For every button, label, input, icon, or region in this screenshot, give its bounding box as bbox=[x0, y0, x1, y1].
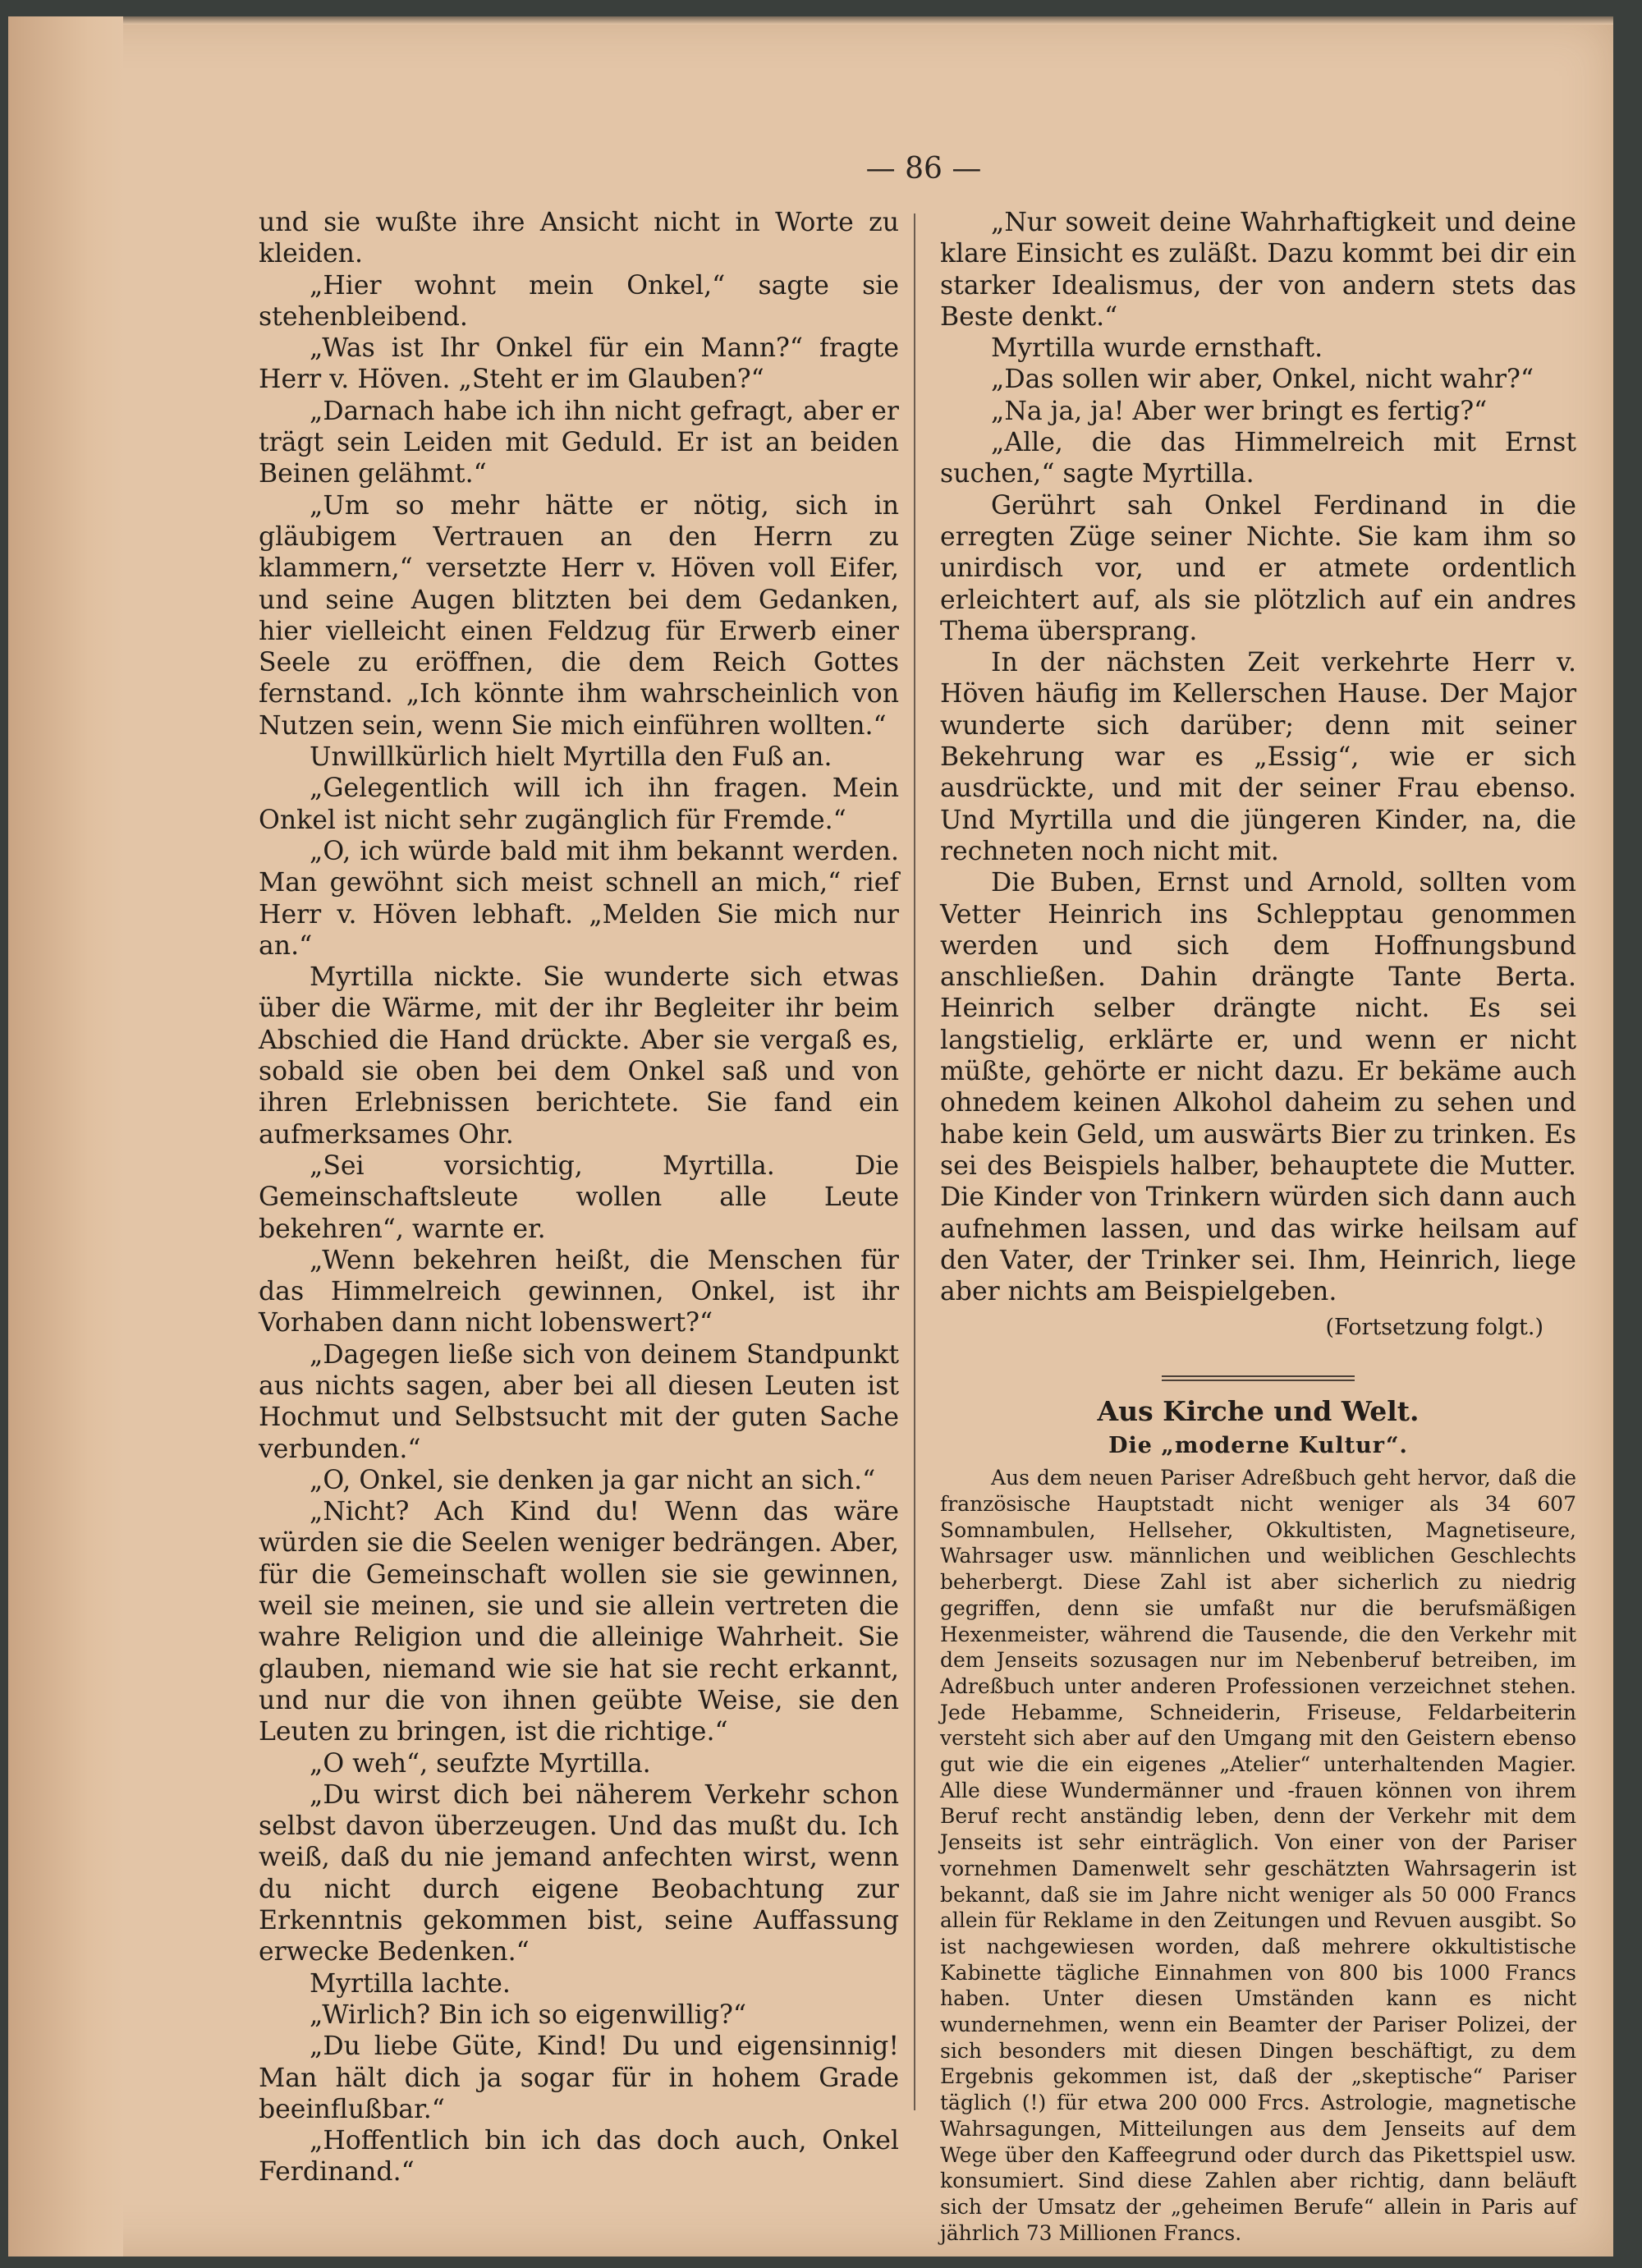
left-column bbox=[259, 207, 899, 2188]
section-divider bbox=[1162, 1375, 1355, 1381]
paragraph: „Um so mehr hätte er nötig, sich in gläubigem Vertrauen an den Herrn zu klammern,“ versetzte Herr v. Höven voll Eifer, und seine Augen blitzten bei dem Gedanken, hier vielleicht einen Feldzug für Erwerb einer Seele zu eröffnen, die dem Reich Gottes fernstand. „Ich könnte ihm wahrscheinlich von Nutzen sein, wenn Sie mich einführen wollten.“ bbox=[259, 490, 899, 741]
paragraph: „Nur soweit deine Wahrhaftigkeit und deine klare Einsicht es zuläßt. Dazu kommt bei dir ein starker Idealismus, der von andern stets das Beste denkt.“ bbox=[940, 208, 1576, 332]
paragraph: „Was ist Ihr Onkel für ein Mann?“ fragte Herr v. Höven. „Steht er im Glauben?“ bbox=[259, 333, 899, 395]
paragraph: „O, ich würde bald mit ihm bekannt werden. Man gewöhnt sich meist schnell an mich,“ rief Herr v. Höven lebhaft. „Melden Sie mich nur an.“ bbox=[259, 836, 899, 961]
paragraph: „Na ja, ja! Aber wer bringt es fertig?“ bbox=[991, 396, 1488, 426]
paragraph: „Du wirst dich bei näherem Verkehr schon selbst davon überzeugen. Und das mußt du. Ich weiß, daß du nie jemand anfechten wirst, wenn du nicht durch eigene Beobachtung zur Erkenntnis gekommen bist, seine Auffassung erwecke Bedenken.“ bbox=[259, 1779, 899, 1967]
paragraph: „Wirlich? Bin ich so eigenwillig?“ bbox=[310, 1999, 747, 2030]
page-number: — 86 — bbox=[865, 152, 982, 186]
paragraph: „Gelegentlich will ich ihn fragen. Mein Onkel ist nicht sehr zugänglich für Fremde.“ bbox=[259, 774, 899, 835]
paragraph: „Wenn bekehren heißt, die Menschen für das Himmelreich gewinnen, Onkel, ist ihr Vorhaben dann nicht lobenswert?“ bbox=[259, 1245, 899, 1338]
paragraph: Myrtilla wurde ernsthaft. bbox=[991, 333, 1323, 364]
paragraph: „O weh“, seufzte Myrtilla. bbox=[310, 1748, 651, 1779]
paragraph: „Hoffentlich bin ich das doch auch, Onkel Ferdinand.“ bbox=[259, 2126, 899, 2188]
page-top-edge bbox=[8, 16, 1613, 25]
paragraph: Myrtilla nickte. Sie wunderte sich etwas über die Wärme, mit der ihr Begleiter ihr beim Abschied die Hand drückte. Aber sie vergaß es, sobald sie oben bei dem Onkel saß und von ihren Erlebnissen berichtete. Sie fand ein aufmerksames Ohr. bbox=[259, 962, 899, 1150]
paragraph: Die Buben, Ernst und Arnold, sollten vom Vetter Heinrich ins Schlepptau genommen werden und sich dem Hoffnungsbund anschließen. Dahin drängte Tante Berta. Heinrich selber drängte nicht. Es sei langstielig, erklärte er, und wenn er nicht müßte, gehörte er nicht dazu. Er bekäme auch ohnedem keinen Alkohol daheim zu sehen und habe kein Geld, um auswärts Bier zu trinken. Es sei des Beispiels halber, behauptete die Mutter. Die Kinder von Trinkern würden sich dann auch aufnehmen lassen, und das wirke heilsam auf den Vater, der Trinker sei. Ihm, Heinrich, liege aber nichts am Beispielgeben. bbox=[940, 868, 1576, 1307]
continuation-note: (Fortsetzung folgt.) bbox=[1325, 1315, 1543, 1341]
paragraph: „Alle, die das Himmelreich mit Ernst suchen,“ sagte Myrtilla. bbox=[940, 428, 1576, 489]
paragraph: und sie wußte ihre Ansicht nicht in Worte zu kleiden. bbox=[259, 208, 899, 269]
book-page bbox=[8, 16, 1613, 2257]
paragraph: In der nächsten Zeit verkehrte Herr v. Höven häufig im Kellerschen Hause. Der Major wunderte sich darüber; denn mit seiner Bekehrung war es „Essig“, wie er sich ausdrückte, und mit der seiner Frau ebenso. Und Myrtilla und die jüngeren Kinder, na, die rechneten noch nicht mit. bbox=[940, 648, 1576, 866]
paragraph: „Das sollen wir aber, Onkel, nicht wahr?“ bbox=[991, 365, 1534, 395]
article-text: Aus dem neuen Pariser Adreßbuch geht hervor, daß die französische Hauptstadt nicht weniger als 34 607 Somnambulen, Hellseher, Okkultisten, Magnetiseure, Wahrsager usw. männlichen und weiblichen Geschlechts beherbergt. Diese Zahl ist aber sicherlich zu niedrig gegriffen, denn sie umfaßt nur die berufsmäßigen Hexenmeister, während die Tausende, die den Verkehr mit dem Jenseits sozusagen nur im Nebenberuf betreiben, im Adreßbuch unter anderen Professionen verzeichnet stehen. Jede Hebamme, Schneiderin, Friseuse, Feldarbeiterin versteht sich aber auf den Umgang mit den Geistern ebenso gut wie die ein eigenes „Atelier“ unterhaltenden Magier. Alle diese Wundermänner und -frauen können von ihrem Beruf recht anständig leben, denn der Verkehr mit dem Jenseits ist sehr einträglich. Von einer von der Pariser vornehmen Damenwelt sehr geschätzten Wahrsagerin ist bekannt, daß sie im Jahre nicht weniger als 50 000 Francs allein für Reklame in den Zeitungen und Revuen ausgibt. So ist nachgewiesen worden, daß mehrere okkultistische Kabinette tägliche Einnahmen von 800 bis 1000 Francs haben. Unter diesen Umständen kann es nicht wundernehmen, wenn ein Beamter der Pariser Polizei, der sich besonders mit diesen Dingen beschäftigt, zu dem Ergebnis gekommen ist, daß der „skeptische“ Pariser täglich (!) für etwa 200 000 Frcs. Astrologie, magnetische Wahrsagungen, Mitteilungen aus dem Jenseits auf dem Wege über den Kaffeegrund oder durch das Pikettspiel usw. konsumiert. Sind diese Zahlen aber richtig, dann beläuft sich der Umsatz der „geheimen Berufe“ allein in Paris auf jährlich 73 Millionen Francs. bbox=[940, 1466, 1576, 2245]
paragraph: Gerührt sah Onkel Ferdinand in die erregten Züge seiner Nichte. Sie kam ihm so unirdisch vor, und er atmete ordentlich erleichtert auf, als sie plötzlich auf ein andres Thema übersprang. bbox=[940, 490, 1576, 646]
paragraph: Myrtilla lachte. bbox=[310, 1968, 511, 1999]
column-divider bbox=[914, 213, 915, 2110]
paragraph: „O, Onkel, sie denken ja gar nicht an sich.“ bbox=[310, 1465, 876, 1495]
paragraph: „Nicht? Ach Kind du! Wenn das wäre würden sie die Seelen weniger bedrängen. Aber, für die Gemeinschaft wollen sie sie gewinnen, weil sie meinen, sie und sie allein vertreten die wahre Religion und die alleinige Wahrheit. Sie glauben, niemand wie sie hat sie recht erkannt, und nur die von ihnen geübte Weise, sie den Leuten zu bringen, ist die richtige.“ bbox=[259, 1497, 899, 1747]
page-gutter bbox=[8, 16, 123, 2257]
paragraph: „Darnach habe ich ihn nicht gefragt, aber er trägt sein Leiden mit Geduld. Er ist an beiden Beinen gelähmt.“ bbox=[259, 396, 899, 489]
paragraph: „Hier wohnt mein Onkel,“ sagte sie stehenbleibend. bbox=[259, 270, 899, 332]
paragraph: „Sei vorsichtig, Myrtilla. Die Gemeinschaftsleute wollen alle Leute bekehren“, warnte er. bbox=[259, 1150, 899, 1244]
paragraph: Unwillkürlich hielt Myrtilla den Fuß an. bbox=[310, 742, 832, 773]
section-title: Aus Kirche und Welt. bbox=[1097, 1394, 1420, 1427]
right-column bbox=[940, 207, 1576, 2246]
article-title: Die „moderne Kultur“. bbox=[1108, 1432, 1408, 1458]
paragraph: „Dagegen ließe sich von deinem Standpunkt aus nichts sagen, aber bei all diesen Leuten ist Hochmut und Selbstsucht mit der guten Sache verbunden.“ bbox=[259, 1339, 899, 1464]
paragraph: „Du liebe Güte, Kind! Du und eigensinnig! Man hält dich ja sogar für in hohem Grade beeinflußbar.“ bbox=[259, 2032, 899, 2124]
